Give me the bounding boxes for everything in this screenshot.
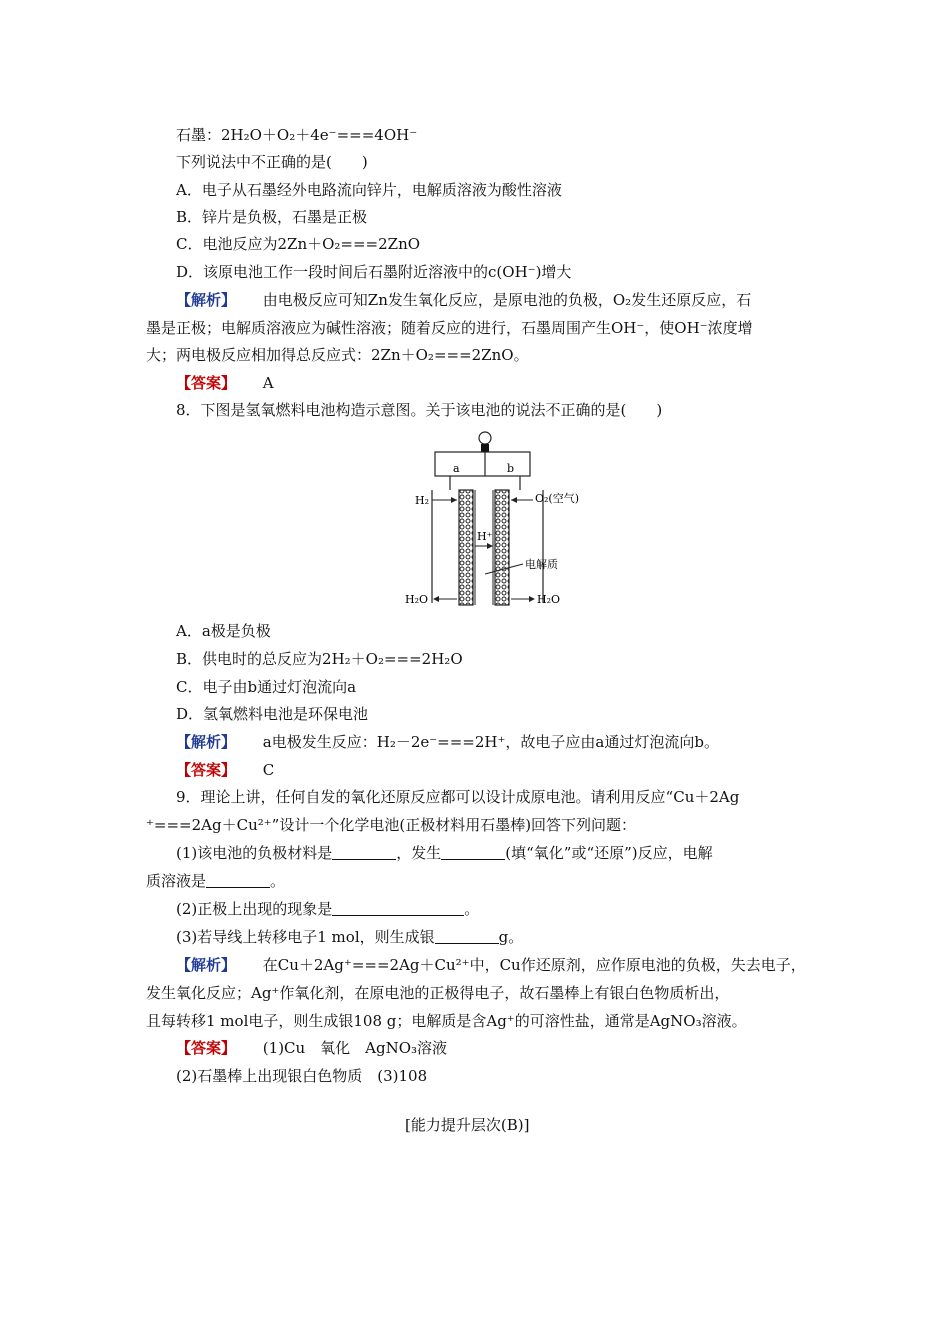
answer-blank[interactable]: [332, 845, 396, 860]
q7-option-c: C．电池反应为2Zn＋O₂===2ZnO: [176, 235, 421, 253]
analysis-label: 【解析】: [176, 956, 237, 974]
q9-sub3: [176, 927, 523, 947]
q7-graphite-reaction: 石墨：2H₂O＋O₂＋4e⁻===4OH⁻: [176, 126, 418, 144]
q9-stem-line1: 9．理论上讲，任何自发的氧化还原反应都可以设计成原电池。请利用反应“Cu＋2Ag: [176, 788, 740, 806]
q7-answer: [176, 373, 274, 393]
external-circuit: [435, 452, 530, 476]
q8-option-d: D．氢氧燃料电池是环保电池: [176, 705, 369, 723]
q7-option-b: B．锌片是负极，石墨是正极: [176, 208, 368, 226]
q9-answer-line1: [176, 1038, 447, 1058]
analysis-label: 【解析】: [176, 733, 237, 751]
label-h2o-right: H₂O: [537, 593, 561, 606]
q9-analysis-line3: 且每转移1 mol电子，则生成银108 g；电解质是含Ag⁺的可溶性盐，通常是AgNO₃溶液。: [146, 1012, 747, 1030]
q9-answer-value: (1)Cu 氧化 AgNO₃溶液: [262, 1039, 448, 1057]
q7-analysis-text: 由电极反应可知Zn发生氧化反应，是原电池的负极，O₂发生还原反应，石: [262, 291, 752, 309]
q9-sub1-text-b: ，发生: [396, 844, 442, 862]
fuel-cell-diagram: [405, 428, 595, 613]
q7-analysis-line2: 墨是正极；电解质溶液应为碱性溶液；随着反应的进行，石墨周围产生OH⁻，使OH⁻浓度增: [146, 319, 753, 337]
q8-stem: 8．下图是氢氧燃料电池构造示意图。关于该电池的说法不正确的是( ): [176, 401, 663, 419]
q7-prompt: 下列说法中不正确的是( ): [176, 153, 368, 171]
q7-answer-value: A: [262, 374, 274, 392]
label-o2: O₂(空气): [535, 492, 580, 505]
label-a: a: [453, 462, 460, 475]
electrode-b: [495, 490, 509, 605]
bulb-icon: [479, 432, 491, 452]
q9-sub1-line1: [176, 843, 713, 863]
q9-sub1-text-c: (填“氧化”或“还原”)反应，电解: [505, 844, 713, 862]
q9-sub2-text-b: 。: [464, 900, 480, 918]
q9-sub1-text-a: (1)该电池的负极材料是: [176, 844, 333, 862]
q9-sub1-text-d: 质溶液是: [146, 872, 207, 890]
q7-option-d: D．该原电池工作一段时间后石墨附近溶液中的c(OH⁻)增大: [176, 263, 572, 281]
q9-analysis-line1: [176, 955, 806, 975]
q8-option-a: A．a极是负极: [176, 622, 271, 640]
q7-analysis-line1: [176, 290, 751, 310]
q9-sub2-text-a: (2)正极上出现的现象是: [176, 900, 333, 918]
label-b: b: [507, 462, 515, 475]
section-heading: [能力提升层次(B)]: [405, 1116, 530, 1134]
q8-analysis-text: a电极发生反应：H₂－2e⁻===2H⁺，故电子应由a通过灯泡流向b。: [262, 733, 719, 751]
q8-option-b: B．供电时的总反应为2H₂＋O₂===2H₂O: [176, 650, 463, 668]
label-h-plus: H⁺: [477, 530, 493, 543]
answer-blank[interactable]: [435, 929, 499, 944]
q8-answer-value: C: [262, 761, 275, 779]
q9-analysis-line2: 发生氧化反应；Ag⁺作氧化剂，在原电池的正极得电子，故石墨棒上有银白色物质析出，: [146, 984, 730, 1002]
answer-blank[interactable]: [441, 845, 505, 860]
q9-sub3-text-b: g。: [498, 928, 524, 946]
q8-analysis: [176, 732, 719, 752]
answer-blank[interactable]: [332, 901, 464, 916]
q7-analysis-line3: 大；两电极反应相加得总反应式：2Zn＋O₂===2ZnO。: [146, 346, 529, 364]
q8-option-c: C．电子由b通过灯泡流向a: [176, 678, 357, 696]
q9-stem-line2: ⁺===2Ag＋Cu²⁺”设计一个化学电池(正极材料用石墨棒)回答下列问题：: [146, 816, 637, 834]
answer-label: 【答案】: [176, 761, 237, 779]
answer-label: 【答案】: [176, 374, 237, 392]
label-electrolyte: 电解质: [525, 558, 558, 571]
analysis-label: 【解析】: [176, 291, 237, 309]
q9-sub2: [176, 899, 479, 919]
q9-sub3-text-a: (3)若导线上转移电子1 mol，则生成银: [176, 928, 435, 946]
electrode-a: [459, 490, 473, 605]
q8-answer: [176, 760, 274, 780]
q9-answer-line2: (2)石墨棒上出现银白色物质 (3)108: [176, 1067, 428, 1085]
label-h2: H₂: [415, 494, 430, 507]
q9-analysis-text: 在Cu＋2Ag⁺===2Ag＋Cu²⁺中，Cu作还原剂，应作原电池的负极，失去电子，: [262, 956, 806, 974]
answer-label: 【答案】: [176, 1039, 237, 1057]
label-h2o-left: H₂O: [405, 593, 429, 606]
q7-option-a: A．电子从石墨经外电路流向锌片，电解质溶液为酸性溶液: [176, 181, 562, 199]
q9-sub1-text-e: 。: [270, 872, 286, 890]
answer-blank[interactable]: [206, 873, 270, 888]
q9-sub1-line2: [146, 871, 285, 891]
